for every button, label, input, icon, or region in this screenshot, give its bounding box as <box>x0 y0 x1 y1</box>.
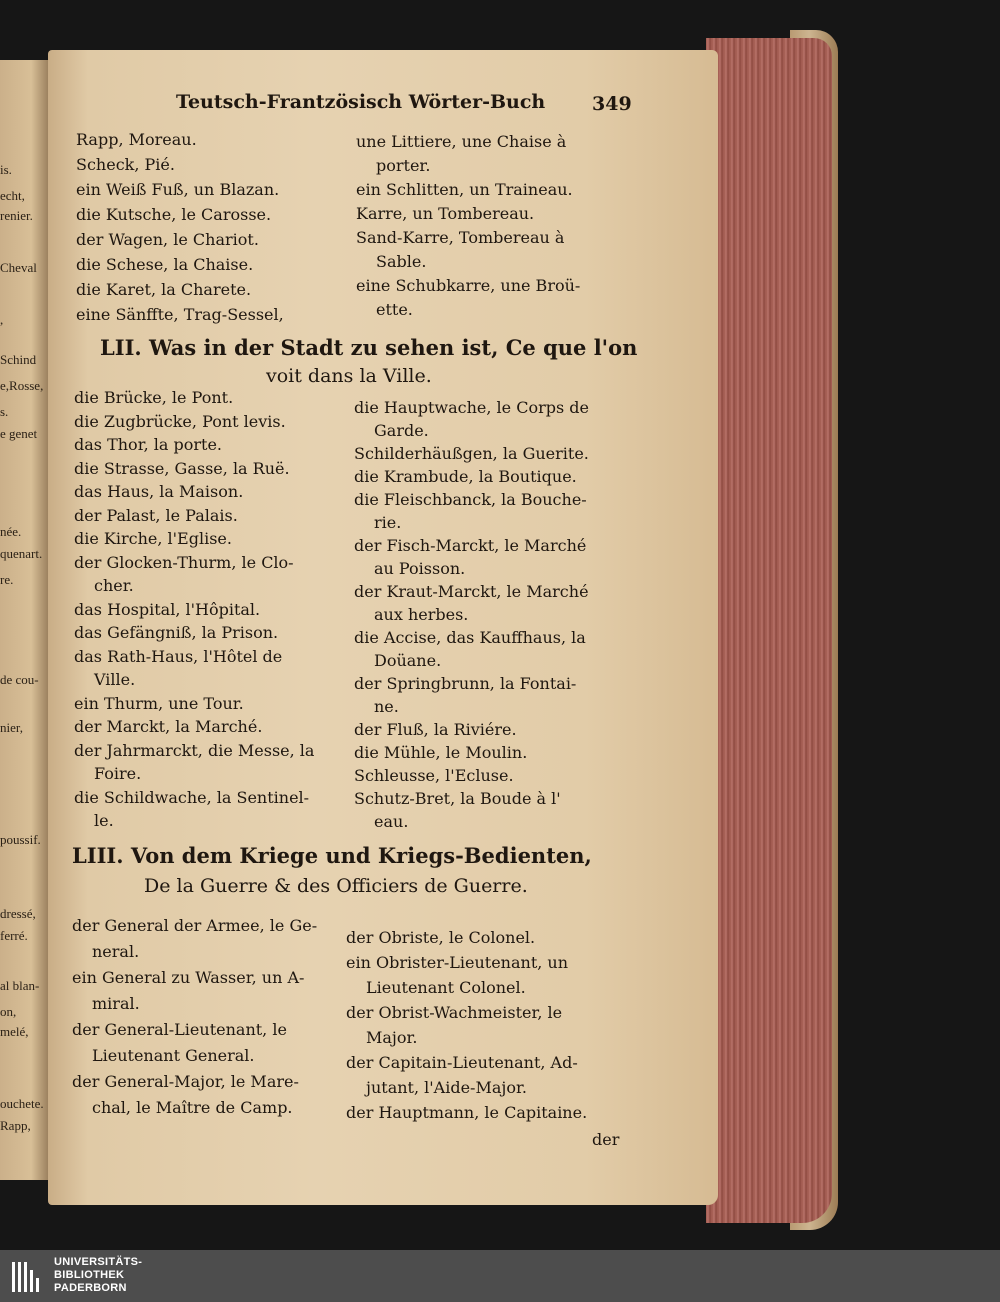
entry-line: Sand-Karre, Tombereau à <box>356 228 565 247</box>
entry-line: eine Schubkarre, une Broü- <box>356 276 581 295</box>
entry-line: porter. <box>376 156 431 175</box>
entry-line: Schleusse, l'Ecluse. <box>354 766 514 785</box>
entry-line: neral. <box>92 942 140 961</box>
left-page-fragment: dressé, <box>0 906 36 921</box>
entry-line: die Fleischbanck, la Bouche- <box>354 490 587 509</box>
entry-line: ein Thurm, une Tour. <box>74 693 244 713</box>
entry-line: au Poisson. <box>374 559 466 578</box>
left-page-fragment: al blan- <box>0 978 40 993</box>
entry-line: jutant, l'Aide-Major. <box>366 1078 527 1097</box>
entry-line: der Obrist-Wachmeister, le <box>346 1003 563 1022</box>
entry-line: le. <box>94 811 114 830</box>
entry-line: ein Schlitten, un Traineau. <box>356 180 573 199</box>
entry-line: der Springbrunn, la Fontai- <box>354 674 577 693</box>
entry-line: der Fluß, la Riviére. <box>354 720 517 739</box>
left-page-fragment: ferré. <box>0 928 28 943</box>
left-page-fragment: nier, <box>0 720 23 735</box>
entry-line: das Rath-Haus, l'Hôtel de <box>74 646 283 666</box>
section-heading-52: LII. Was in der Stadt zu sehen ist, Ce que l'on <box>100 335 638 360</box>
entry-line: die Schese, la Chaise. <box>76 255 254 274</box>
entry-line: der General-Lieutenant, le <box>72 1020 287 1039</box>
entry-line: der General der Armee, le Ge- <box>72 916 318 935</box>
entry-line: das Gefängniß, la Prison. <box>74 623 279 642</box>
left-page-fragment: , <box>0 312 4 327</box>
left-page-fragment: renier. <box>0 208 33 223</box>
entry-line: Doüane. <box>374 651 442 670</box>
entry-line: das Hospital, l'Hôpital. <box>74 599 261 619</box>
entry-line: der Obriste, le Colonel. <box>346 928 536 947</box>
entry-line: eau. <box>374 812 409 831</box>
entry-line: die Strasse, Gasse, la Ruë. <box>74 458 290 478</box>
entry-line: eine Sänffte, Trag-Sessel, <box>76 305 284 324</box>
library-footer <box>0 1250 1000 1302</box>
entry-line: chal, le Maître de Camp. <box>92 1098 293 1117</box>
entry-line: der Kraut-Marckt, le Marché <box>354 582 589 601</box>
entry-line: Foire. <box>94 764 142 783</box>
entry-line: der Capitain-Lieutenant, Ad- <box>346 1053 578 1072</box>
entry-line: Rapp, Moreau. <box>76 130 197 149</box>
left-page-fragment: Rapp, <box>0 1118 31 1133</box>
section-subheading-53: De la Guerre & des Officiers de Guerre. <box>144 875 528 897</box>
page-stack-edge <box>706 38 832 1223</box>
entry-line: die Accise, das Kauffhaus, la <box>354 628 586 647</box>
left-page-fragment: Cheval <box>0 260 37 275</box>
left-page-fragment: ouchete. <box>0 1096 44 1111</box>
left-facing-page <box>0 60 52 1180</box>
library-logo-text: UNIVERSITÄTS- BIBLIOTHEK PADERBORN <box>54 1256 143 1294</box>
entry-line: cher. <box>94 576 134 595</box>
entry-line: die Krambude, la Boutique. <box>354 467 577 486</box>
left-page-fragment: Schind <box>0 352 37 367</box>
left-page-fragment: melé, <box>0 1024 29 1039</box>
entry-line: die Schildwache, la Sentinel- <box>74 787 310 807</box>
left-page-fragment: re. <box>0 572 14 587</box>
entry-line: das Haus, la Maison. <box>74 482 244 501</box>
entry-line: Schilderhäußgen, la Guerite. <box>354 444 589 463</box>
left-page-fragment: on, <box>0 1004 17 1019</box>
entry-line: Karre, un Tombereau. <box>356 204 535 223</box>
entry-line: Lieutenant General. <box>92 1046 255 1065</box>
entry-line: der Jahrmarckt, die Messe, la <box>74 740 315 760</box>
section-subheading-52: voit dans la Ville. <box>266 365 432 387</box>
entry-line: der Marckt, la Marché. <box>74 717 263 736</box>
entry-line: der General-Major, le Mare- <box>72 1072 299 1091</box>
entry-line: die Kirche, l'Eglise. <box>74 529 232 548</box>
entry-line: Lieutenant Colonel. <box>366 978 526 997</box>
entry-line: Ville. <box>94 670 136 689</box>
left-page-fragment: e genet <box>0 426 38 441</box>
left-page-fragment: quenart. <box>0 546 43 561</box>
running-header: Teutsch-Frantzösisch Wörter-Buch <box>176 91 546 113</box>
book-page <box>48 50 718 1205</box>
entry-line: une Littiere, une Chaise à <box>356 132 567 151</box>
catchword: der <box>592 1130 620 1149</box>
entry-line: miral. <box>92 994 140 1013</box>
entry-line: rie. <box>374 513 402 532</box>
entry-line: der Wagen, le Chariot. <box>76 230 259 249</box>
entry-line: der Glocken-Thurm, le Clo- <box>74 552 294 572</box>
entry-line: der Hauptmann, le Capitaine. <box>346 1103 588 1122</box>
entry-line: das Thor, la porte. <box>74 435 222 454</box>
entry-line: ein General zu Wasser, un A- <box>72 968 305 987</box>
entry-line: die Kutsche, le Carosse. <box>76 205 272 224</box>
left-page-fragment: echt, <box>0 188 25 203</box>
entry-line: die Zugbrücke, Pont levis. <box>74 411 286 431</box>
entry-line: ein Obrister-Lieutenant, un <box>346 953 569 972</box>
left-page-fragment: e,Rosse, <box>0 378 44 393</box>
entry-line: Garde. <box>374 421 429 440</box>
entry-line: die Hauptwache, le Corps de <box>354 398 589 417</box>
entry-line: Scheck, Pié. <box>76 155 175 174</box>
entry-line: Sable. <box>376 252 427 271</box>
left-page-fragment: poussif. <box>0 832 41 847</box>
page-number: 349 <box>592 93 632 115</box>
left-page-fragment: née. <box>0 524 22 539</box>
entry-line: aux herbes. <box>374 605 469 624</box>
left-page-fragment: de cou- <box>0 672 39 687</box>
library-logo-icon <box>12 1262 46 1292</box>
section-heading-53: LIII. Von dem Kriege und Kriegs-Bedienten, <box>72 843 592 868</box>
entry-line: die Brücke, le Pont. <box>74 388 234 407</box>
entry-line: der Palast, le Palais. <box>74 505 238 525</box>
entry-line: ne. <box>374 697 399 716</box>
entry-line: die Mühle, le Moulin. <box>354 743 528 762</box>
left-page-fragment: is. <box>0 162 12 177</box>
entry-line: der Fisch-Marckt, le Marché <box>354 536 587 555</box>
entry-line: ein Weiß Fuß, un Blazan. <box>76 180 280 199</box>
left-page-fragment: s. <box>0 404 9 419</box>
entry-line: die Karet, la Charete. <box>76 280 252 299</box>
entry-line: ette. <box>376 300 413 319</box>
entry-line: Schutz-Bret, la Boude à l' <box>354 789 561 808</box>
entry-line: Major. <box>366 1028 418 1047</box>
